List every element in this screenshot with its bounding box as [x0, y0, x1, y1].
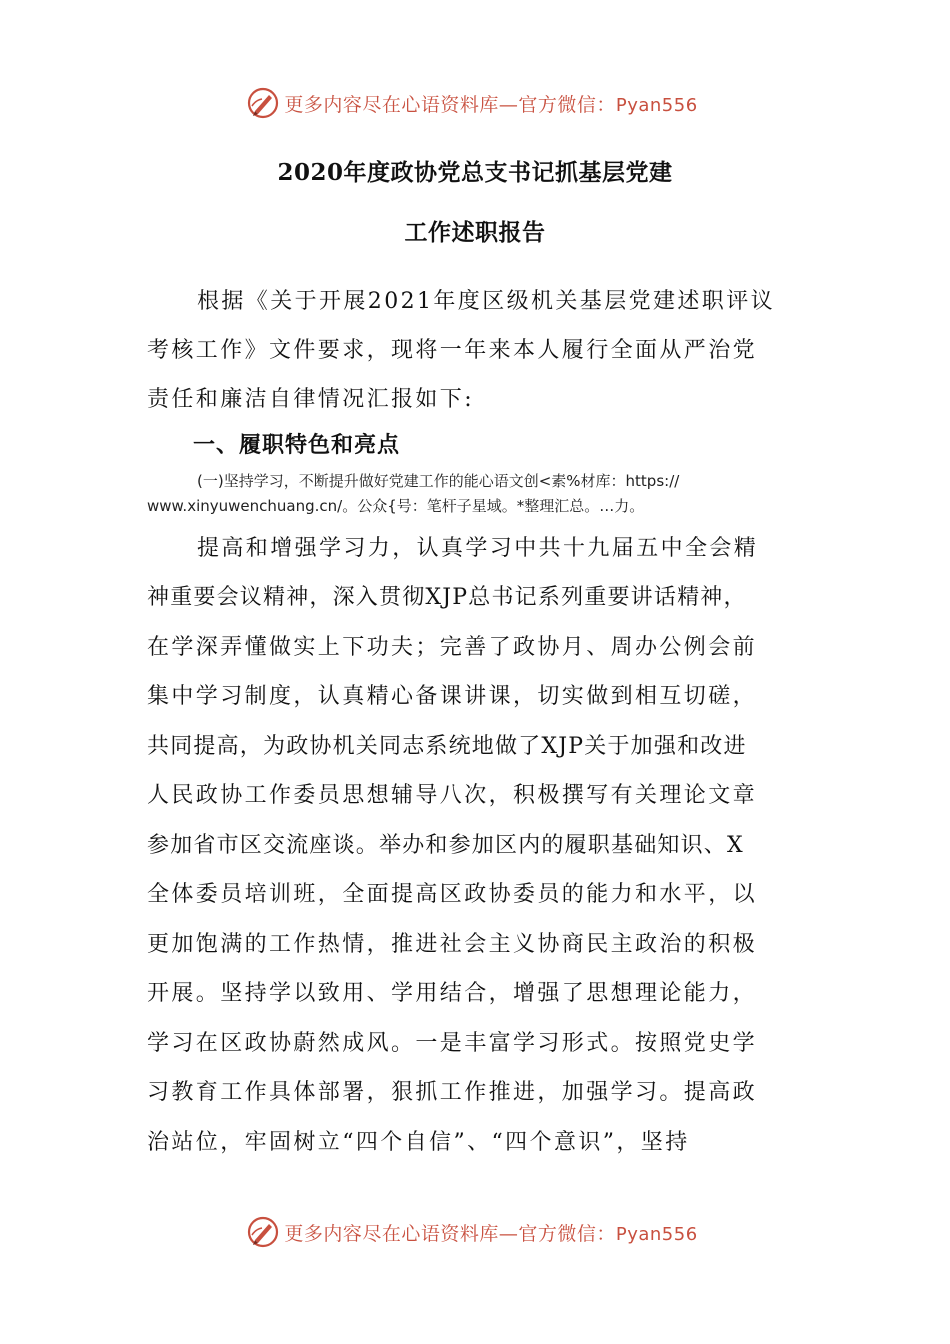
- body-line: 开展。坚持学以致用、学用结合，增强了思想理论能力，: [147, 981, 758, 1006]
- document-title-line-1: 2020年度政协党总支书记抓基层党建: [277, 159, 673, 186]
- body-line: 学习在区政协蔚然成风。一是丰富学习形式。按照党史学: [147, 1031, 758, 1056]
- body-line: 在学深弄懂做实上下功夫；完善了政协月、周办公例会前: [147, 635, 758, 660]
- header-watermark-banner: [0, 83, 950, 123]
- body-line: 参加省市区交流座谈。举办和参加区内的履职基础知识、X: [147, 833, 744, 858]
- body-line: 共同提高，为政协机关同志系统地做了XJP关于加强和改进: [147, 734, 747, 759]
- body-line: 提高和增强学习力，认真学习中共十九届五中全会精: [197, 536, 759, 561]
- body-line: 集中学习制度，认真精心备课讲课，切实做到相互切磋，: [147, 684, 758, 709]
- intro-line: 根据《关于开展2021年度区级机关基层党建述职评议: [197, 289, 775, 314]
- intro-line: 考核工作》文件要求，现将一年来本人履行全面从严治党: [147, 338, 758, 363]
- subheading-line-1: (一)坚持学习，不断提升做好党建工作的能心语文创<素%材库：https://: [197, 472, 680, 490]
- body-line: 习教育工作具体部署，狠抓工作推进，加强学习。提高政: [147, 1080, 758, 1105]
- watermark-text: 更多内容尽在心语资料库—官方微信：Pyan556: [284, 93, 698, 116]
- body-line: 治站位，牢固树立“四个自信”、“四个意识”，坚持: [147, 1130, 690, 1155]
- body-line: 全体委员培训班，全面提高区政协委员的能力和水平，以: [147, 882, 758, 907]
- body-line: 人民政协工作委员思想辅导八次，积极撰写有关理论文章: [147, 783, 758, 808]
- intro-line: 责任和廉洁自律情况汇报如下:: [147, 387, 475, 412]
- body-line: 神重要会议精神，深入贯彻XJP总书记系列重要讲话精神，: [147, 585, 747, 610]
- body-line: 更加饱满的工作热情，推进社会主义协商民主政治的积极: [147, 932, 758, 957]
- document-title-line-2: 工作述职报告: [404, 219, 546, 246]
- pen-logo-icon: [246, 86, 280, 120]
- watermark-text: 更多内容尽在心语资料库—官方微信：Pyan556: [284, 1222, 698, 1245]
- footer-watermark-banner: [0, 1212, 950, 1252]
- section-heading: 一、履职特色和亮点: [193, 433, 401, 458]
- pen-logo-icon: [246, 1215, 280, 1249]
- subheading-line-2: www.xinyuwenchuang.cn/。公众{号：笔杆子星域。*整理汇总。…力。: [147, 497, 645, 515]
